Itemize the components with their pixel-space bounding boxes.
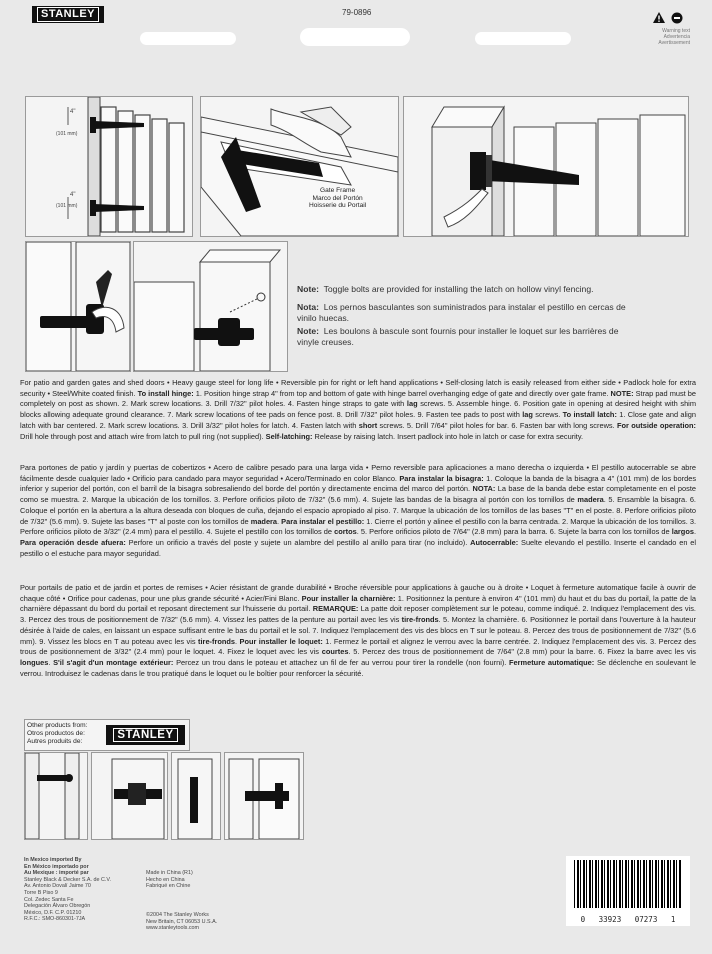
barcode-bars: [574, 860, 682, 908]
dim-bottom-mm: (101 mm): [56, 203, 78, 209]
importer-line: Au Mexique : importé par: [24, 870, 89, 877]
origin-line: Hecho en China: [146, 876, 185, 883]
other-products-label: [27, 722, 87, 746]
dim-top-mm: (101 mm): [56, 131, 78, 137]
product-thumb-bolt-latch: [91, 752, 168, 840]
instruction-heading: Self-latching:: [265, 431, 313, 441]
instruction-heading: tire-fronds: [198, 636, 236, 646]
warning-line: Advertencia: [663, 34, 690, 40]
instruction-text: . 5. Perfore orificios piloto de 7/64" (2.8 mm) para la barra. 6. Sujete la barra con los tornillos de: [356, 527, 672, 537]
importer-info: [24, 857, 114, 923]
note-es-text: Los pernos basculantes son suministrados para instalar el pestillo en cercas de vinilo huecas.: [297, 302, 626, 323]
company-info: [146, 912, 256, 932]
gate-frame-en: Gate Frame: [319, 187, 356, 194]
instruction-heading: lag: [406, 399, 418, 409]
thumb-latch-thumb: [172, 753, 220, 839]
figure-tee-pad-install: [403, 96, 689, 237]
instructions-en: [20, 378, 696, 442]
instruction-text: Perfore un orificio a través del poste y sujete un alambre del pestillo al anillo para tirar (no incluido).: [125, 537, 471, 547]
instruction-heading: NOTE:: [610, 388, 634, 398]
brand-name-small: STANLEY: [113, 728, 177, 743]
other-products-box: [24, 719, 190, 751]
model-number: 79-0896: [342, 8, 372, 17]
company-line: ©2004 The Stanley Works: [146, 912, 209, 918]
instruction-text: screws. 5. Drill 7/64" pilot holes for bar. 6. Fasten bar with long screws.: [377, 420, 617, 430]
barcode: [566, 856, 690, 926]
instruction-heading: short: [358, 420, 378, 430]
instruction-text: 1. Position hinge strap 4" from top and bottom of gate with hinge barrel overhanging edge of gate and directly over gate frame.: [193, 388, 611, 398]
instruction-text: Pour portails de patio et de jardin et portes de remises • Acier résistant de grande durabilité • Broche réversible pour applications à gauche ou à droite • Loquet à fermeture automatique facile à ouvrir de chaque côté • Orifice pour cadenas, pour une plus grande sécurité • Acier/Fini Blanc.: [20, 583, 696, 603]
instruction-heading: tire-fronds: [401, 615, 439, 625]
instruction-text: . 5. Montez la charnière. 6. Positionnez le portail dans l'ouverture à la hauteur désirée à l'aide de cales, en laissant un espace suffisant entre le bas du portail et le sol. 7. Indiquez l'emplacement des vis des blocs en T sur le poteau. 8. Percez des trous de positionnement de 7/32" (5.6 mm). 9. Vissez les blocs en T au poteau avec les vis: [20, 615, 696, 646]
instruction-heading: madera: [250, 516, 278, 526]
note-fr-text: Les boulons à bascule sont fournis pour installer le loquet sur les barrières de vinyle creuses.: [297, 326, 619, 347]
note-fr-label: Note:: [297, 326, 319, 336]
other-products-en: Other products from:: [27, 722, 88, 729]
note-en-label: Note:: [297, 284, 319, 294]
instruction-heading: longues: [20, 657, 49, 667]
note-es: [297, 302, 637, 324]
instruction-text: Strap pad must be completely on post as shown. 2. Mark screw locations. 3. Drill 7/32" pilot holes. 4. Fasten hinge straps to gate with: [20, 388, 696, 409]
company-line: www.stanleytools.com: [146, 925, 200, 932]
latch-illustration: [26, 242, 130, 371]
instructions-fr: [20, 583, 696, 679]
product-thumb-gate-latch: [24, 752, 88, 840]
instructions-es: [20, 463, 696, 559]
instruction-text: La patte doit reposer complètement sur le poteau, comme indiqué. 2. Indiquez l'emplacement des vis. 3. Percez des trous de positionnement de 7/32" (5.6 mm). 4. Vissez les pattes de la penture au portail avec les vis: [20, 604, 696, 625]
stanley-logo-small: [106, 725, 185, 745]
instruction-text: . 5. Percez des trous de positionnement de 7/64" (2.8 mm) pour la barre. 6. Fixez la barre avec les vis: [348, 647, 696, 657]
figure-latch-align: [25, 241, 131, 372]
instruction-heading: NOTA:: [472, 484, 496, 494]
gate-illustration: [26, 97, 192, 236]
gate-frame-label: [309, 187, 366, 210]
note-en-text: Toggle bolts are provided for installing the latch on hollow vinyl fencing.: [323, 284, 594, 294]
instruction-heading: cortos: [334, 527, 357, 537]
brand-name: STANLEY: [37, 7, 99, 21]
dim-top: 4": [70, 109, 76, 115]
instruction-heading: To install latch:: [562, 410, 617, 420]
instruction-heading: Pour installer la charnière:: [301, 593, 396, 603]
instruction-heading: lag: [522, 410, 533, 420]
instruction-text: 1. Close gate and align latch with bar centered. 2. Mark screw locations. 3. Drill 3/32" pilot holes for latch. 4. Fasten latch with: [20, 410, 697, 430]
figure-hinge-install: [200, 96, 399, 237]
hang-tab: [140, 32, 236, 45]
instruction-heading: Para operación desde afuera:: [20, 537, 126, 547]
origin-line: Made in China (R1): [146, 870, 193, 876]
barcode-number: 0 33923 07273 1: [580, 915, 676, 924]
origin-info: [146, 870, 236, 890]
instruction-text: 1. Fermez le portail et alignez le verrou avec la barre centrée. 2. Indiquez l'emplacement des vis. 3. Percez des trous de positionnement de 3/32" (2.4 mm) pour le loquet. 4. Fixez le loquet avec les vis: [20, 636, 697, 657]
instruction-text: screws.: [532, 410, 563, 420]
instruction-text: Para portones de patio y jardín y puertas de cobertizos • Acero de calibre pesado para una larga vida • Perno reversible para aplicaciones a mano derecha o izquierda • El pestillo autocerrable se abre fácilmente desde cualquier lado • Orificio para candado para mayor seguridad • Acero/Terminado en color Blanco.: [20, 463, 696, 483]
importer-line: En México importado por: [24, 863, 89, 870]
instruction-text: 1. Cierre el portón y alinee el pestillo con la barra centrada. 2. Marque la ubicación de los tornillos. 3. Perfore orificios piloto de 3/32" (2.4 mm) para el pestillo. 4. Sujete el pestillo con los tornillos de: [20, 516, 696, 537]
instruction-text: .: [277, 516, 282, 526]
instruction-text: .: [48, 657, 54, 667]
gate-latch-thumb: [25, 753, 87, 839]
note-fr: [297, 326, 642, 348]
instruction-heading: Pour installer le loquet:: [239, 636, 323, 646]
hang-hole: [300, 28, 410, 46]
instruction-text: . 5. Ensamble la bisagra. 6. Coloque el portón en la abertura a la altura deseada con bloques de cuña, dejando el espacio apropiado al piso. 7. Marque la ubicación de los tornillos de las bases "T" en el poste. 8. Perfore orificios piloto de 7/32" (5.6 mm). 9. Sujete las bases "T" al poste con los tornillos de: [20, 495, 696, 526]
warning-icon: [652, 11, 692, 25]
product-thumb-thumb-latch: [171, 752, 221, 840]
instruction-text: 1. Coloque la banda de la bisagra a 4" (101 mm) de los bordes inferior y superior del portón, con el barril de la bisagra sobresaliendo del borde del portón y directamente encima del marco del portón.: [20, 473, 697, 494]
importer-line: Col. Zedec Santa Fe: [24, 896, 74, 903]
instruction-heading: Para instalar el pestillo:: [281, 516, 365, 526]
instruction-text: La base de la banda debe estar completamente en el poste como se muestra. 2. Marque la ubicación de los tornillos. 3. Perfore orificios piloto de 7/32" (5.6 mm). 4. Sujete las bandas de la bisagra al portón con los tornillos de: [20, 484, 696, 505]
instruction-heading: largos: [671, 527, 694, 537]
latch-mount-illustration: [134, 242, 287, 371]
instruction-text: Percez un trou dans le poteau et attachez un fil de fer au verrou pour tirer la rondelle (non fourni).: [173, 657, 510, 667]
note-en: [297, 284, 687, 295]
importer-line: Delegación Álvaro Obregón: [24, 903, 91, 910]
figure-hinge-position: [25, 96, 193, 237]
other-products-fr: Autres produits de:: [27, 738, 83, 745]
company-line: New Britain, CT 06053 U.S.A.: [146, 918, 218, 925]
dim-bottom: 4": [70, 192, 76, 198]
stanley-logo: [32, 6, 104, 23]
instruction-heading: courtes: [321, 647, 349, 657]
importer-line: In Mexico imported By: [24, 857, 82, 863]
warning-line: Avertissement: [658, 40, 690, 46]
origin-line: Fabriqué en Chine: [146, 883, 191, 890]
importer-line: Av. Antonio Dovalí Jaime 70: [24, 883, 91, 890]
post-hinge-illustration: [404, 97, 688, 236]
instruction-text: 1. Positionnez la penture à environ 4" (101 mm) du haut et du bas du portail, la patte de la charnière dépassant du bord du portail et reposant directement sur l'huisserie du portail.: [20, 593, 696, 614]
instruction-text: screws. 5. Assemble hinge. 6. Position gate in opening at desired height with shim blocks allowing adequate ground clearance. 7. Mark screw locations of tee pads on fence post. 8. Drill 7/32" pilot holes. 9. Fasten tee pads to post with: [20, 399, 696, 420]
hinge-install-illustration: [201, 97, 398, 236]
warning-line: Warning text: [662, 28, 690, 34]
instruction-text: Se déclenche en soulevant le verrou. Introduisez le cadenas dans le trou pratiqué dans le loquet ou le boîtier pour renforcer la sécurité.: [20, 657, 697, 678]
instruction-heading: REMARQUE:: [312, 604, 359, 614]
hang-tab: [475, 32, 571, 45]
importer-line: R.F.C.: SMO-860301-7JA: [24, 916, 86, 923]
gate-frame-es: Marco del Portón: [312, 194, 363, 202]
note-es-label: Nota:: [297, 302, 319, 312]
instruction-heading: Autocerrable:: [470, 537, 519, 547]
instruction-heading: S'il s'agit d'un montage extérieur:: [53, 657, 174, 667]
gate-frame-fr: Hoisserie du Portail: [309, 202, 367, 210]
instruction-text: Drill hole through post and attach wire from latch to pull ring (not supplied).: [20, 431, 266, 441]
instruction-text: For patio and garden gates and shed doors • Heavy gauge steel for long life • Reversible pin for right or left hand applications • Self-closing latch is easily released from either side • Padlock hole for extra security • Steel/White coated finish.: [20, 378, 696, 398]
warning-icons: [652, 11, 692, 25]
importer-line: México, D.F. C.P. 01210: [24, 909, 82, 916]
instruction-heading: For outside operation:: [617, 420, 696, 430]
barrel-bolt-thumb: [225, 753, 303, 839]
product-thumb-barrel-bolt: [224, 752, 304, 840]
other-products-es: Otros productos de:: [27, 730, 85, 737]
instruction-text: .: [693, 527, 697, 537]
instruction-heading: Para instalar la bisagra:: [399, 473, 484, 483]
instruction-heading: To install hinge:: [137, 388, 194, 398]
importer-line: Torre B Piso 9: [24, 889, 58, 896]
bolt-latch-thumb: [92, 753, 167, 839]
instruction-text: Release by raising latch. Insert padlock into hole in latch or case for extra security.: [312, 431, 584, 441]
instruction-text: Suelte elevando el pestillo. Inserte el candado en el pestillo o el estuche para mayor seguridad.: [20, 537, 696, 558]
warning-text: [560, 28, 690, 46]
instruction-heading: Fermeture automatique:: [509, 657, 595, 667]
figure-latch-mount: [133, 241, 288, 372]
instruction-text: .: [235, 636, 240, 646]
importer-line: Stanley Black & Decker S.A. de C.V.: [24, 876, 111, 883]
instruction-heading: madera: [577, 495, 604, 505]
